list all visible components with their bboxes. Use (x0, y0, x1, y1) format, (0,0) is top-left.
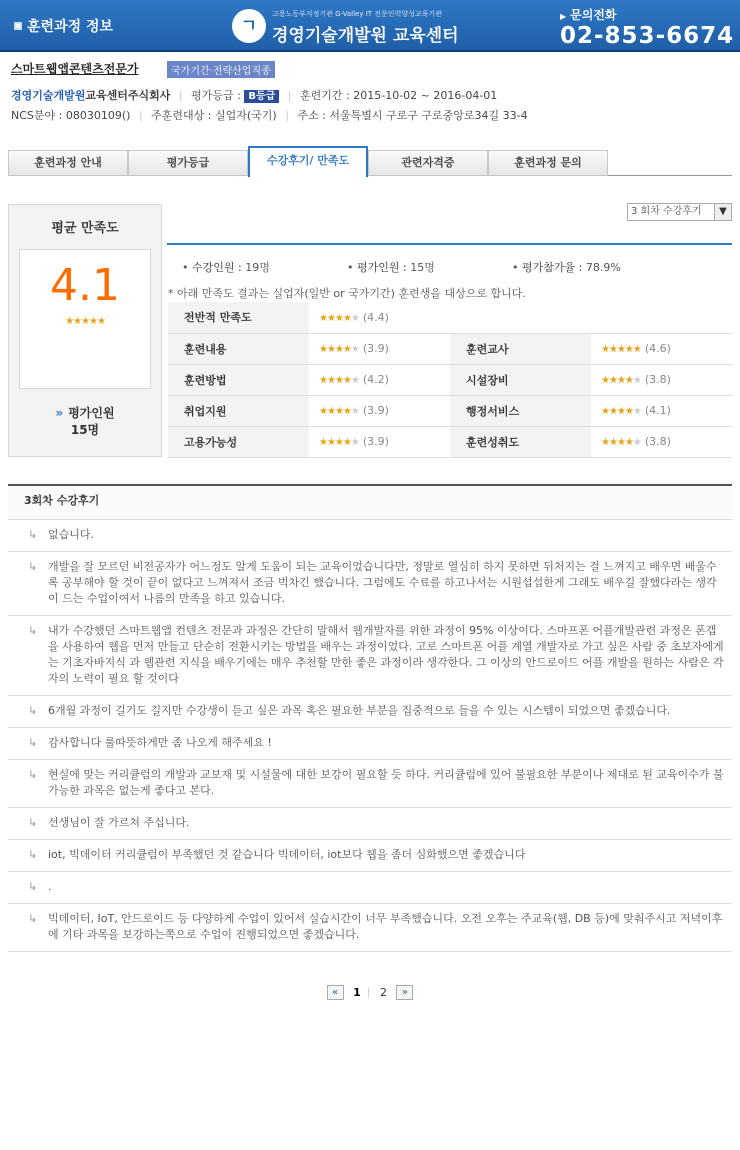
divider: | (287, 89, 292, 102)
pagination (0, 985, 740, 1000)
rating-label: 훈련성취도 (450, 426, 591, 457)
rating-label: 훈련내용 (168, 333, 309, 364)
star-icon: ★ (319, 437, 327, 448)
rating-score: (4.1) (644, 404, 671, 417)
rating-score: (4.6) (644, 342, 671, 355)
star-icon: ★ (608, 375, 617, 386)
star-icon: ★ (334, 344, 343, 355)
rating-score: (3.9) (362, 435, 389, 448)
star-icon: ★ (350, 312, 359, 324)
reply-arrow-icon: ↳ (28, 560, 38, 573)
star-icon: ★ (616, 375, 625, 386)
prev-page-button[interactable]: « (327, 985, 344, 1000)
course-title: 스마트웹앱콘텐츠전문가 (11, 62, 139, 76)
star-rating-icon (319, 375, 359, 386)
star-icon: ★ (632, 437, 641, 448)
average-star-rating-icon (20, 316, 150, 327)
review-text: 개발을 잘 모르던 비전공자가 어느정도 알게 도움이 되는 교육이었습니다만, 정말로 열심히 하지 못하면 뒤처지는 걸 느껴지고 배우면 배울수록 공부해야 할 것이 끝이 없다고 느껴져서 조금 벅차긴 했습니다. 그럼에도 수료를 하고나서는 시원섭섭한게 그래도 배우길 잘했다라는 생각이 드는 수업이여서 나름의 만족을 하고 있습니다. (48, 560, 717, 605)
divider: | (285, 109, 289, 122)
star-icon: ★ (624, 344, 633, 355)
star-icon: ★ (342, 437, 351, 448)
enrolled-stat: • 수강인원 : 19명 (182, 261, 270, 274)
divider: | (178, 89, 183, 102)
reply-arrow-icon: ↳ (28, 848, 38, 861)
org-brand[interactable] (272, 9, 459, 46)
reply-arrow-icon: ↳ (28, 816, 38, 829)
satisfaction-table (168, 302, 732, 458)
review-item (8, 696, 732, 728)
chevron-down-icon[interactable]: ▼ (714, 204, 731, 220)
rating-score: (3.9) (362, 404, 389, 417)
section-title-text: 훈련과정 정보 (27, 19, 114, 35)
tab-grade[interactable]: 평가등급 (128, 150, 248, 176)
star-icon: ★ (624, 437, 633, 448)
org-subtitle: 고용노동부지정기관 G-Valley IT 전문인력양성교육기관 (272, 10, 442, 18)
period-value: 2015-10-02 ~ 2016-04-01 (353, 89, 498, 102)
review-text: . (48, 880, 52, 893)
rating-value (309, 395, 450, 426)
reviews-list (8, 484, 732, 952)
rating-value (309, 333, 450, 364)
rating-label: 취업지원 (168, 395, 309, 426)
review-item (8, 808, 732, 840)
rating-value (591, 333, 732, 364)
rating-value (591, 426, 732, 457)
reply-arrow-icon: ↳ (28, 912, 38, 925)
star-icon: ★ (342, 344, 351, 355)
raters-info (9, 405, 161, 439)
grade-badge: B등급 (244, 90, 279, 103)
course-info-line-2 (11, 107, 528, 123)
reply-arrow-icon: ↳ (28, 768, 38, 781)
rating-value (591, 395, 732, 426)
course-tabs (8, 148, 732, 176)
ncs-value: 08030109() (65, 109, 131, 122)
star-rating-icon (319, 344, 359, 355)
raters-count: 15명 (70, 423, 100, 437)
star-icon: ★ (616, 344, 625, 355)
star-icon: ★ (624, 375, 633, 386)
stats-divider (167, 243, 732, 245)
raters-label: 평가인원 (68, 406, 115, 420)
average-score: 4.1 (50, 260, 120, 311)
star-icon: ★ (96, 316, 105, 327)
star-icon: ★ (350, 406, 359, 417)
average-score-card (19, 249, 151, 389)
tab-reviews-satisfaction[interactable]: 수강후기/ 만족도 (248, 146, 368, 177)
divider: | (138, 109, 143, 122)
review-text: 빅데이터, IoT, 안드로이드 등 다양하게 수업이 있어서 실습시간이 너무 부족했습니다. 오전 오후는 주교육(웹, DB 등)에 맞춰주시고 저녁이후에 기타 과목을 보강하는쪽으로 수업이 진행되었으면 좋겠습니다. (48, 912, 723, 941)
star-icon: ★ (601, 406, 609, 417)
star-icon: ★ (601, 344, 609, 355)
review-text: 감사합니다 룰따뜻하게만 좀 나오게 해주세요 ! (48, 736, 272, 749)
top-banner (0, 0, 740, 52)
star-icon: ★ (319, 375, 327, 386)
review-item (8, 904, 732, 952)
star-icon: ★ (319, 344, 327, 355)
tab-course-intro[interactable]: 훈련과정 안내 (8, 150, 128, 176)
star-rating-icon (601, 406, 641, 417)
evaluators-value: 15명 (410, 261, 435, 274)
divider: | (366, 985, 371, 999)
star-icon: ★ (342, 375, 351, 386)
company-name-highlight: 경영기술개발원 (11, 89, 86, 102)
review-text: iot, 빅데이터 커리큘럼이 부족했던 것 같습니다 빅데이터, iot보다 웹을 좀더 심화했으면 좋겠습니다 (48, 848, 526, 861)
course-info-line-1 (11, 87, 497, 103)
star-icon: ★ (342, 406, 351, 417)
star-icon: ★ (334, 375, 343, 386)
star-icon: ★ (326, 437, 335, 448)
page-number-2[interactable]: 2 (379, 986, 387, 999)
average-satisfaction-panel (8, 204, 162, 457)
star-icon: ★ (616, 437, 625, 448)
star-icon: ★ (632, 406, 641, 417)
rating-score: (3.8) (644, 435, 671, 448)
reply-arrow-icon: ↳ (28, 880, 38, 893)
table-row (168, 395, 732, 426)
session-select[interactable] (627, 203, 732, 221)
star-rating-icon (601, 344, 641, 355)
star-icon: ★ (624, 406, 633, 417)
tab-certificates[interactable]: 관련자격증 (368, 150, 488, 176)
star-rating-icon (601, 437, 641, 448)
grade-label: 평가등급 : (191, 89, 241, 102)
chevron-right-icon: » (55, 406, 64, 420)
rating-label: 고용가능성 (168, 426, 309, 457)
section-title (14, 16, 113, 36)
target-value: 실업자(국기) (215, 109, 277, 122)
table-row (168, 364, 732, 395)
average-satisfaction-title: 평균 만족도 (51, 221, 119, 236)
rating-label: 전반적 만족도 (168, 302, 309, 333)
rating-label: 훈련방법 (168, 364, 309, 395)
star-icon: ★ (632, 344, 641, 355)
star-icon: ★ (350, 437, 359, 448)
review-item (8, 760, 732, 808)
star-icon: ★ (608, 437, 617, 448)
reviews-container (8, 520, 732, 952)
company-name-rest: 교육센터주식회사 (85, 89, 171, 102)
rating-score: (4.4) (362, 310, 389, 324)
review-item (8, 616, 732, 696)
org-name: 경영기술개발원 교육센터 (272, 26, 459, 46)
star-rating-icon (319, 406, 359, 417)
evaluators-label: 평가인원 : (357, 261, 407, 274)
rating-label: 훈련교사 (450, 333, 591, 364)
participation-label: 평가참가율 : (522, 261, 583, 274)
rating-score: (3.9) (362, 342, 389, 355)
review-text: 선생님이 잘 가르쳐 주십니다. (48, 816, 190, 829)
star-icon: ★ (632, 375, 641, 386)
review-text: 현실에 맞는 커리큘럼의 개발과 교보재 및 시설물에 대한 보강이 필요할 듯 하다. 커리큘럼에 있어 불필요한 부분이나 제대로 된 교육이수가 불가능한 과목은 없는게 좋다고 본다. (48, 768, 724, 797)
star-rating-icon (601, 375, 641, 386)
reviews-heading: 3회차 수강후기 (8, 486, 732, 520)
ncs-label: NCS분야 : (11, 109, 63, 122)
reply-arrow-icon: ↳ (28, 736, 38, 749)
star-icon: ★ (319, 406, 327, 417)
evaluators-stat: • 평가인원 : 15명 (347, 261, 435, 274)
star-icon: ★ (350, 375, 359, 386)
review-item (8, 840, 732, 872)
square-bullet-icon (14, 22, 22, 30)
star-icon: ★ (601, 437, 609, 448)
tab-inquiry[interactable]: 훈련과정 문의 (488, 150, 608, 176)
star-icon: ★ (342, 312, 351, 324)
star-icon: ★ (88, 316, 97, 327)
org-logo-icon[interactable]: ㄱ (232, 9, 266, 43)
table-row (168, 302, 732, 333)
rating-label: 행정서비스 (450, 395, 591, 426)
rating-score: (4.2) (362, 373, 389, 386)
star-icon: ★ (73, 316, 82, 327)
review-text: 6개월 과정이 길기도 길지만 수강생이 듣고 싶은 과목 혹은 필요한 부분을 집중적으로 들을 수 있는 시스템이 되었으면 좋겠습니다. (48, 704, 671, 717)
rating-value (309, 426, 450, 457)
contact-info (560, 6, 734, 49)
star-icon: ★ (326, 406, 335, 417)
rating-score: (3.8) (644, 373, 671, 386)
address-value: 서울특별시 구로구 구로중앙로34길 33-4 (329, 109, 528, 122)
target-label: 주훈련대상 : (151, 109, 212, 122)
contact-phone: 02-853-6674 (560, 23, 735, 49)
satisfaction-note: * 아래 만족도 결과는 실업자(일반 or 국가기간) 훈련생을 대상으로 합니다. (168, 287, 526, 300)
course-category-badge: 국가기간·전략산업직종 (167, 61, 275, 78)
star-icon: ★ (326, 312, 335, 324)
period-label: 훈련기간 : (300, 89, 350, 102)
star-icon: ★ (65, 316, 74, 327)
table-row (168, 333, 732, 364)
session-select-value: 3 회차 수강후기 (631, 206, 702, 217)
star-icon: ★ (81, 316, 89, 327)
star-icon: ★ (616, 406, 625, 417)
next-page-button[interactable]: » (396, 985, 413, 1000)
rating-value (309, 364, 450, 395)
enrolled-label: 수강인원 : (192, 261, 242, 274)
rating-label: 시설장비 (450, 364, 591, 395)
review-text: 없습니다. (48, 528, 95, 541)
contact-label: ▶ 문의전화 (560, 6, 734, 23)
review-item (8, 552, 732, 616)
star-rating-icon (319, 437, 359, 448)
table-row (168, 426, 732, 457)
review-text: 내가 수강했던 스마트웹앱 컨텐츠 전문과 과정은 간단히 말해서 웹개발자를 위한 과정이 95% 이상이다. 스마프폰 어플개발관련 과정은 폰갭을 사용하여 웹을 먼저 만들고 단순히 전환시키는 방법을 배우는 과정이었다. 고로 스마트폰 어플 계열 개발자로 가고 싶은 사람 중 초보자에게는 기초자바지식 과 웹관련 지식을 배우기에는 매우 추천할 만한 좋은 과정이라 생각한다. 그 이상의 안드로이드 어플 개발을 원하는 사람은 각자의 노력이 필요 할 것이다 (48, 624, 724, 685)
star-icon: ★ (326, 375, 335, 386)
star-icon: ★ (608, 344, 617, 355)
star-icon: ★ (334, 406, 343, 417)
star-icon: ★ (319, 312, 327, 324)
participation-value: 78.9% (585, 261, 621, 274)
page-number-1[interactable]: 1 (353, 986, 361, 999)
star-icon: ★ (608, 406, 617, 417)
participation-stat: • 평가참가율 : 78.9% (512, 261, 621, 274)
address-label: 주소 : (297, 109, 326, 122)
enrolled-value: 19명 (245, 261, 270, 274)
rating-value (309, 302, 732, 333)
star-icon: ★ (334, 312, 343, 324)
reply-arrow-icon: ↳ (28, 528, 38, 541)
reply-arrow-icon: ↳ (28, 704, 38, 717)
review-item (8, 520, 732, 552)
rating-value (591, 364, 732, 395)
reply-arrow-icon: ↳ (28, 624, 38, 637)
star-icon: ★ (334, 437, 343, 448)
review-item (8, 728, 732, 760)
star-icon: ★ (326, 344, 335, 355)
star-icon: ★ (350, 344, 359, 355)
review-item (8, 872, 732, 904)
star-rating-icon (319, 313, 359, 324)
star-icon: ★ (601, 375, 609, 386)
